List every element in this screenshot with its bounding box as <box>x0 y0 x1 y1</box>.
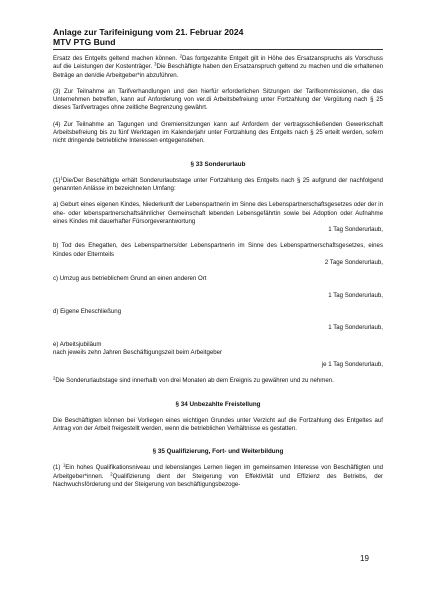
leave-days-a: 1 Tag Sonderurlaub, <box>328 226 383 234</box>
leave-item-b: b) Tod des Ehegatten, des Lebenspartners/der Lebenspartnerin im Sinne des Lebenspartnerschaftsgesetzes, eines Kindes oder Elternteils <box>53 242 383 258</box>
leave-days-c: 1 Tag Sonderurlaub, <box>328 291 383 299</box>
leave-days-b: 2 Tage Sonderurlaub, <box>324 259 383 267</box>
section-34-text: Die Beschäftigten können bei Vorliegen eines wichtigen Grundes unter Verzicht auf die Fortzahlung des Entgeltes auf Antrag von der Arbeit freigestellt werden, wenn die betrieblichen Verhältnisse es gestatten. <box>53 416 383 433</box>
paragraph-3: (3) Zur Teilnahme an Tarifverhandlungen und den hierfür erforderlichen Sitzungen der Tarifkommissionen, die das Unternehmen betreffen, kann auf Anforderung von ver.di Arbeitsbefreiung unter Fortzahlung der Vergütung nach § 25 dieses Tarifvertrages ohne zeitliche Begrenzung gewährt. <box>53 87 383 112</box>
header-divider <box>53 49 383 50</box>
leave-item-d: d) Eigene Eheschließung <box>53 307 122 315</box>
intro-text-c: Die Beschäftigte haben den Ersatzanspruch geltend zu machen und die erhaltenen Beträge an den/die Arbeitgeber*in abzuführen. <box>53 63 383 79</box>
section-35-text-a: Ein hohes Qualifikationsniveau und lebenslanges Lernen liegen im gemeinsamen Interesse von Beschäftigten und Arbeitgeber*innen. <box>53 464 384 480</box>
section-35-text <box>53 464 383 489</box>
intro-text-a: Ersatz des Entgelts geltend machen können. <box>53 55 180 62</box>
leave-item-c: c) Umzug aus betrieblichem Grund an einen anderen Ort <box>53 275 207 283</box>
page-number: 19 <box>360 554 369 563</box>
sentence-marker: 1 <box>62 462 66 468</box>
leave-item-e: e) Arbeitsjubiläum <box>53 340 102 348</box>
section-34-title: § 34 Unbezahlte Freistellung <box>175 400 261 408</box>
document-header <box>53 27 383 47</box>
document-body <box>53 55 383 489</box>
leave-days-e: je 1 Tag Sonderurlaub, <box>321 361 383 369</box>
lead-text: Die/Der Beschäftigte erhält Sonderurlaubstage unter Fortzahlung des Entgelts nach § 25 aufgrund der nachfolgend genannten Anlässe im bezeichneten Umfang: <box>53 176 383 192</box>
section-33-title: § 33 Sonderurlaub <box>190 160 246 168</box>
intro-text-b: Das fortgezahlte Entgelt gilt in Höhe des Ersatzanspruchs als Vorschuss auf die Leistungen der Kostenträger. <box>53 55 383 71</box>
section-35-title: § 35 Qualifizierung, Fort- und Weiterbildung <box>152 448 284 456</box>
header-subtitle: MTV PTG Bund <box>53 37 116 47</box>
leave-days-d: 1 Tag Sonderurlaub, <box>328 324 383 332</box>
sentence-marker: 2 <box>53 376 56 382</box>
paragraph-4: (4) Zur Teilnahme an Tagungen und Gremiensitzungen kann auf Anfordern der vertragsschließenden Gewerkschaft Arbeitsbefreiung bis zu fünf Werktagen im Kalenderjahr unter Fortzahlung des Entgelts nach § 25 erteilt werden, sofern nicht dringende betriebliche Interessen entgegenstehen. <box>53 120 383 145</box>
sentence-marker: 2 <box>110 471 113 477</box>
intro-paragraph <box>53 55 383 80</box>
section-33-lead <box>53 177 383 194</box>
lead-number: (1) <box>53 176 61 184</box>
footnote-text: Die Sonderurlaubstage sind innerhalb von drei Monaten ab dem Ereignis zu gewähren und zu nehmen. <box>55 377 334 385</box>
section-35-text-b: Qualifizierung dient der Steigerung von Effektivität und Effizienz des Betriebs, der Nachwuchsförderung und der Steigerung von beschäftigungsbezoge- <box>53 472 383 488</box>
header-title: Anlage zur Tarifeinigung vom 21. Februar 2024 <box>53 27 244 37</box>
sentence-marker: 3 <box>154 61 157 67</box>
sentence-marker: 1 <box>60 175 63 181</box>
section-33-footnote <box>53 377 383 385</box>
leave-item-e-detail: nach jeweils zehn Jahren Beschäftigungszeit beim Arbeitgeber <box>53 348 223 356</box>
leave-item-a: a) Geburt eines eigenen Kindes, Niederkunft der Lebenspartnerin im Sinne des Lebenspartnerschaftsgesetzes oder der in ehe- oder lebenspartnerschaftsähnlicher Gemeinschaft lebenden Lebensgefährtin sowie bei Adoption oder Aufnahme eines Kindes mit dauerhafter Fürsorgeverantwortung <box>53 201 383 225</box>
para-number: (1) <box>53 464 63 472</box>
sentence-marker: 2 <box>179 53 182 59</box>
